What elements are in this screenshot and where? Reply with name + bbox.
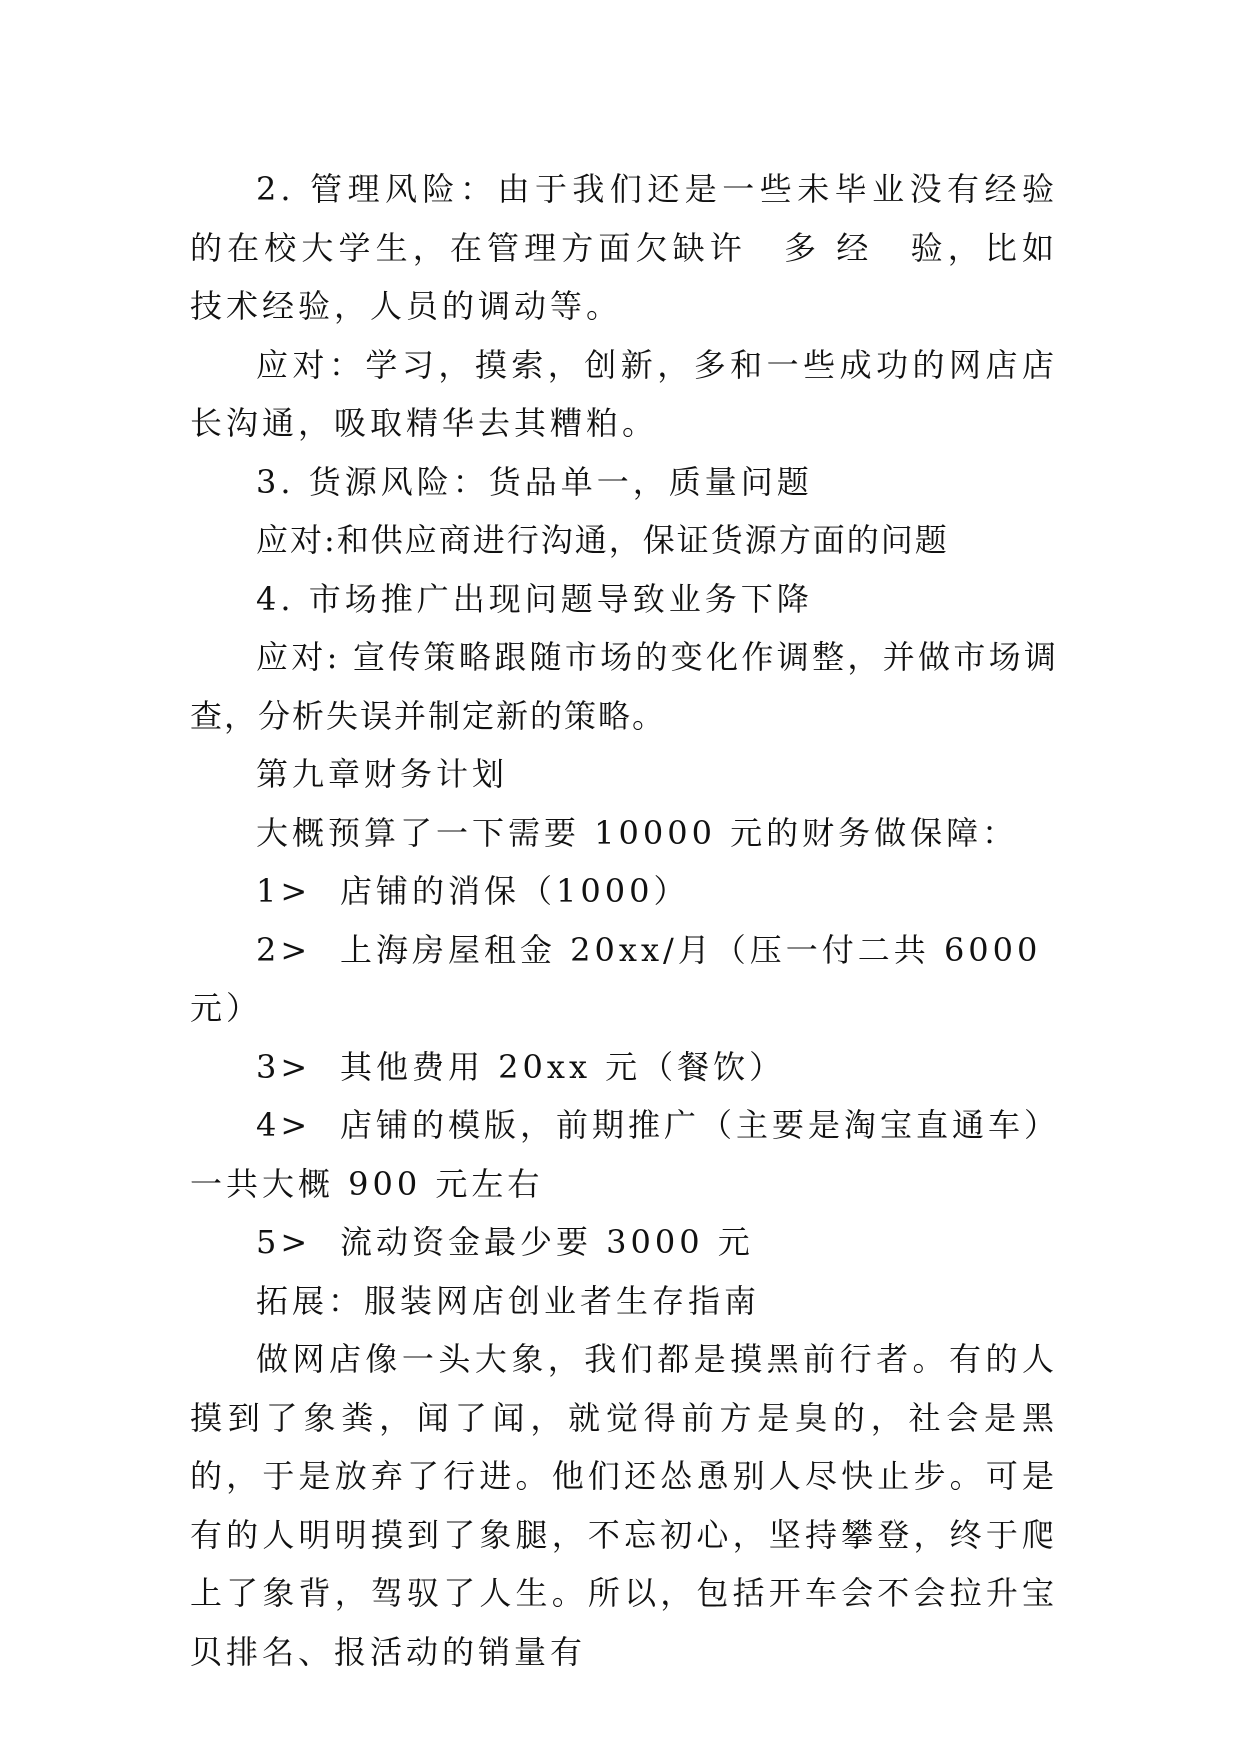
budget-item <box>190 1038 1058 1097</box>
budget-item-text: 店铺的消保（1000） <box>340 872 690 910</box>
chapter-heading-financial-plan: 第九章财务计划 <box>256 755 509 793</box>
paragraph-marketing-risk: 4. 市场推广出现问题导致业务下降 <box>256 579 813 618</box>
paragraph-management-risk: 2. 管理风险：由于我们还是一些未毕业没有经验的在校大学生，在管理方面欠缺许 多 经 验，比如技术经验，人员的调动等。 <box>190 170 1058 325</box>
budget-item-text: 上海房屋租金 20xx/月（压一付二共 6000 元） <box>190 930 1056 1027</box>
budget-item <box>190 862 1058 921</box>
document-body <box>190 160 1058 1681</box>
budget-item <box>190 1213 1058 1272</box>
section-heading-extension: 拓展：服装网店创业者生存指南 <box>256 1281 761 1320</box>
paragraph-supply-response: 应对:和供应商进行沟通，保证货源方面的问题 <box>256 521 949 559</box>
paragraph-management-response: 应对：学习，摸索，创新，多和一些成功的网店店长沟通，吸取精华去其糟粕。 <box>190 345 1058 442</box>
budget-item-number: 4> <box>256 1106 312 1144</box>
budget-item-number: 5> <box>256 1223 312 1261</box>
budget-item-number: 2> <box>256 930 312 969</box>
budget-item-text: 流动资金最少要 3000 元 <box>340 1223 754 1261</box>
paragraph-supply-risk: 3. 货源风险：货品单一，质量问题 <box>256 462 813 501</box>
paragraph-elephant-metaphor: 做网店像一头大象，我们都是摸黑前行者。有的人摸到了象粪，闻了闻，就觉得前方是臭的，社会是黑的，于是放弃了行进。他们还怂恿别人尽快止步。可是有的人明明摸到了象腿，不忘初心，坚持攀登，终于爬上了象背，驾驭了人生。所以，包括开车会不会拉升宝贝排名、报活动的销量有 <box>190 1340 1058 1671</box>
paragraph-marketing-response: 应对: 宣传策略跟随市场的变化作调整，并做市场调查，分析失误并制定新的策略。 <box>190 638 1058 735</box>
budget-item-text: 其他费用 20xx 元（餐饮） <box>340 1047 786 1086</box>
budget-item-number: 1> <box>256 872 312 910</box>
paragraph-budget-intro: 大概预算了一下需要 10000 元的财务做保障： <box>256 813 1019 852</box>
budget-item <box>190 1096 1058 1213</box>
budget-item-text: 店铺的模版，前期推广（主要是淘宝直通车）一共大概 900 元左右 <box>190 1106 1045 1203</box>
budget-item <box>190 921 1058 1038</box>
budget-item-number: 3> <box>256 1047 312 1086</box>
